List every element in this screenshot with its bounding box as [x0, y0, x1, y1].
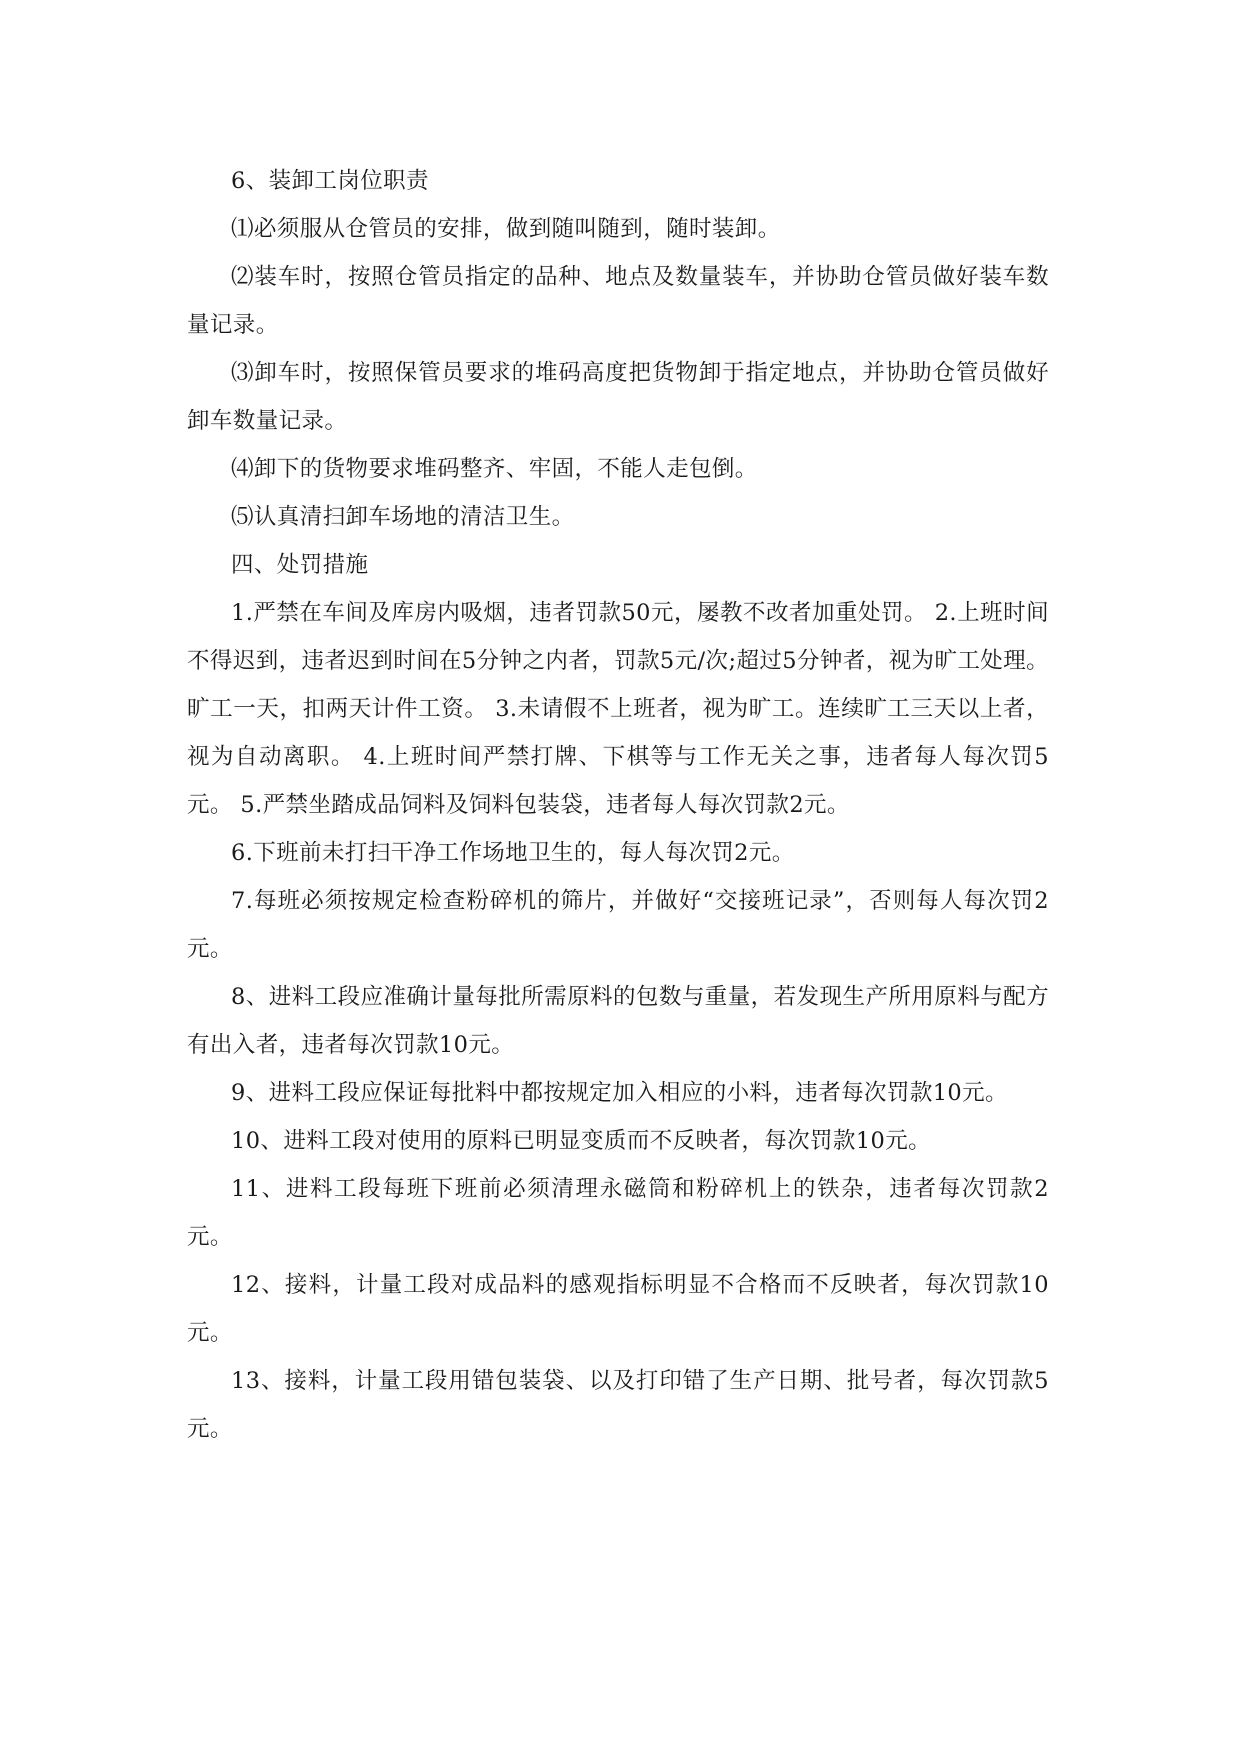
paragraph: ⑸认真清扫卸车场地的清洁卫生。 [231, 504, 575, 530]
section-heading-penalties: 四、处罚措施 [231, 552, 369, 578]
paragraph: 13、接料，计量工段用错包装袋、以及打印错了生产日期、批号者，每次罚款5元。 [187, 1368, 1049, 1442]
paragraph: 12、接料，计量工段对成品料的感观指标明显不合格而不反映者，每次罚款10元。 [187, 1272, 1049, 1346]
paragraph: 8、进料工段应准确计量每批所需原料的包数与重量，若发现生产所用原料与配方有出入者，违者每次罚款10元。 [187, 984, 1049, 1058]
paragraph: 9、进料工段应保证每批料中都按规定加入相应的小料，违者每次罚款10元。 [231, 1080, 1008, 1106]
paragraph: 11、进料工段每班下班前必须清理永磁筒和粉碎机上的铁杂，违者每次罚款2元。 [187, 1176, 1049, 1250]
paragraph: 6.下班前未打扫干净工作场地卫生的，每人每次罚2元。 [231, 840, 795, 866]
paragraph: ⑶卸车时，按照保管员要求的堆码高度把货物卸于指定地点，并协助仓管员做好卸车数量记录。 [187, 360, 1049, 434]
paragraph: 7.每班必须按规定检查粉碎机的筛片，并做好“交接班记录”，否则每人每次罚2元。 [187, 888, 1049, 962]
paragraph: 10、进料工段对使用的原料已明显变质而不反映者，每次罚款10元。 [231, 1128, 932, 1154]
section-heading-loader-duties: 6、装卸工岗位职责 [231, 168, 429, 194]
paragraph: ⑴必须服从仓管员的安排，做到随叫随到，随时装卸。 [231, 216, 781, 242]
paragraph: ⑵装车时，按照仓管员指定的品种、地点及数量装车，并协助仓管员做好装车数量记录。 [187, 264, 1049, 338]
paragraph: ⑷卸下的货物要求堆码整齐、牢固，不能人走包倒。 [231, 456, 758, 482]
paragraph: 1.严禁在车间及库房内吸烟，违者罚款50元，屡教不改者加重处罚。 2.上班时间不得迟到，违者迟到时间在5分钟之内者，罚款5元/次;超过5分钟者，视为旷工处理。旷工一天，扣两天计件工资。 3.未请假不上班者，视为旷工。连续旷工三天以上者，视为自动离职。 4.上班时间严禁打牌、下棋等与工作无关之事，违者每人每次罚5元。 5.严禁坐踏成品饲料及饲料包装袋，违者每人每次罚款2元。 [187, 600, 1049, 818]
document-body [187, 157, 1049, 1453]
